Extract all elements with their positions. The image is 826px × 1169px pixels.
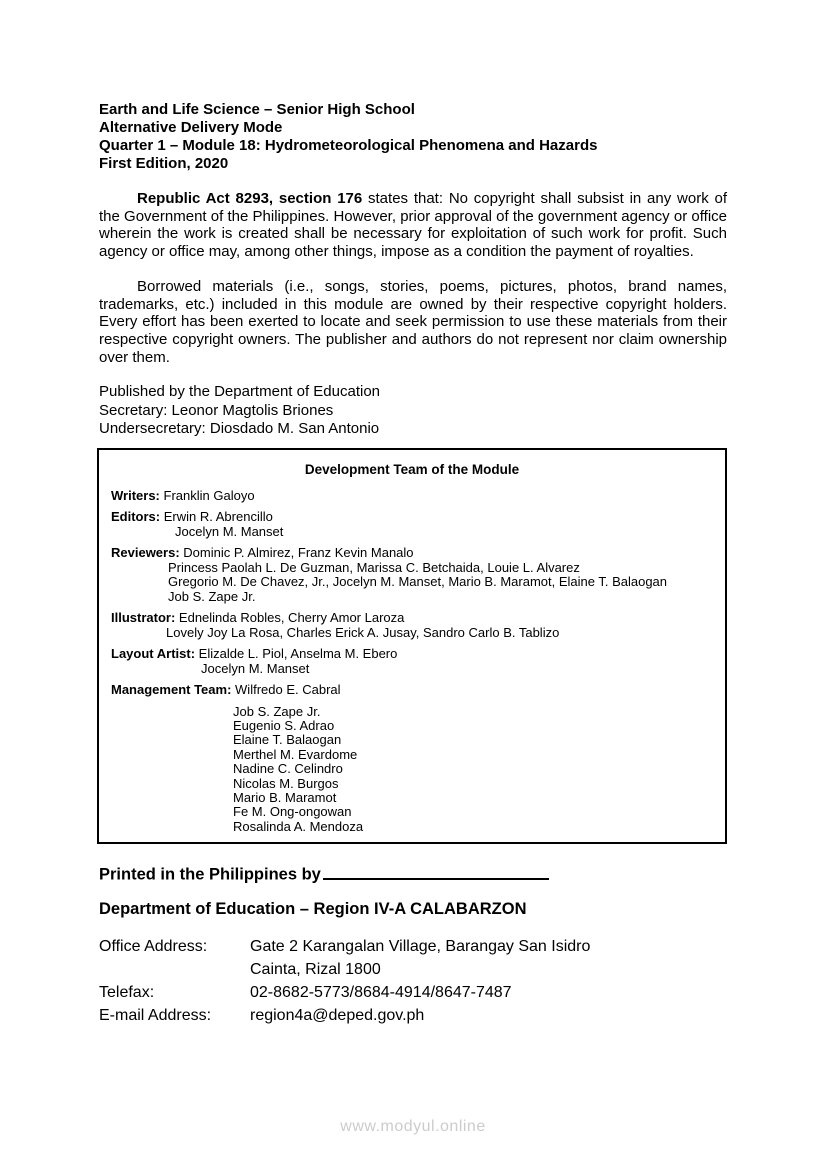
empty-label — [99, 958, 250, 981]
team-entry-writers — [111, 489, 713, 504]
management-list-item: Job S. Zape Jr. — [233, 703, 321, 719]
writers-label: Writers: — [111, 487, 160, 503]
contact-row-office-address-2 — [99, 958, 727, 981]
team-entry-layout-artist — [111, 647, 713, 676]
copyright-paragraph-2: Borrowed materials (i.e., songs, stories, poems, pictures, photos, brand names, trademarks, etc.) included in this module are owned by their respective copyright holders. Every effort has been exerted to locate and seek permission to use these materials from their respective copyright owners. The publisher and authors do not represent nor claim ownership over them. — [99, 277, 727, 366]
office-address-label: Office Address: — [99, 937, 208, 955]
email-label: E-mail Address: — [99, 1006, 212, 1024]
management-list-item: Fe M. Ong-ongowan — [233, 804, 352, 820]
site-watermark: www.modyul.online — [340, 1118, 486, 1135]
management-team-label: Management Team: — [111, 682, 232, 698]
printed-in-label: Printed in the Philippines by — [99, 865, 321, 884]
management-name-1: Wilfredo E. Cabral — [235, 682, 341, 698]
copyright-paragraph-1-text: states that: No copyright shall subsist in any work of the Government of the Philippines. However, prior approval of the government agency or office wherein the work is created shall be necessary for exploitation of such work for profit. Such agency or office may, among other things, impose as a condition the payment of royalties. — [99, 190, 727, 261]
development-team-box — [97, 448, 727, 845]
republic-act-bold: Republic Act 8293, section 176 — [137, 190, 363, 207]
team-entry-reviewers — [111, 546, 713, 604]
reviewers-names-line-3: Gregorio M. De Chavez, Jr., Jocelyn M. Manset, Mario B. Maramot, Elaine T. Balaogan — [168, 574, 668, 590]
contact-block — [99, 935, 727, 1027]
layout-artist-label: Layout Artist: — [111, 646, 196, 662]
office-address-value-line-1: Gate 2 Karangalan Village, Barangay San Isidro — [250, 937, 591, 955]
management-list-item: Mario B. Maramot — [233, 789, 337, 805]
printed-in-line — [99, 862, 727, 885]
editors-names-line-1: Erwin R. Abrencillo — [163, 509, 273, 525]
page-content — [99, 0, 727, 1027]
management-list-item: Eugenio S. Adrao — [233, 717, 335, 733]
management-list-item: Elaine T. Balaogan — [233, 732, 342, 748]
module-title-line: Quarter 1 – Module 18: Hydrometeorological Phenomena and Hazards — [99, 137, 598, 154]
team-entry-editors — [111, 510, 713, 539]
illustrator-label: Illustrator: — [111, 610, 176, 626]
contact-row-telefax — [99, 981, 727, 1004]
copyright-paragraph-1 — [99, 190, 727, 261]
management-list-item: Rosalinda A. Mendoza — [233, 818, 364, 834]
undersecretary-line: Undersecretary: Diosdado M. San Antonio — [99, 420, 380, 438]
reviewers-names-line-1: Dominic P. Almirez, Franz Kevin Manalo — [183, 545, 414, 561]
publisher-block — [99, 383, 727, 438]
management-list-item: Merthel M. Evardome — [233, 746, 358, 762]
region-title: Department of Education – Region IV-A CALABARZON — [99, 899, 527, 918]
published-by-line: Published by the Department of Education — [99, 383, 381, 401]
module-edition-line: First Edition, 2020 — [99, 155, 229, 172]
writers-names: Franklin Galoyo — [163, 487, 255, 503]
editors-names-line-2: Jocelyn M. Manset — [175, 523, 284, 539]
development-team-title: Development Team of the Module — [304, 461, 520, 477]
contact-row-email — [99, 1004, 727, 1027]
office-address-value-line-2: Cainta, Rizal 1800 — [250, 960, 381, 978]
secretary-line: Secretary: Leonor Magtolis Briones — [99, 401, 334, 419]
printer-signature-blank — [323, 862, 549, 880]
team-entry-management — [111, 683, 713, 698]
reviewers-names-line-2: Princess Paolah L. De Guzman, Marissa C. Betchaida, Louie L. Alvarez — [168, 559, 580, 575]
management-team-list — [111, 705, 713, 835]
reviewers-names-line-4: Job S. Zape Jr. — [168, 588, 256, 604]
illustrator-names-line-1: Ednelinda Robles, Cherry Amor Laroza — [178, 610, 405, 626]
team-entry-illustrator — [111, 611, 713, 640]
telefax-value: 02-8682-5773/8684-4914/8647-7487 — [250, 983, 512, 1001]
management-list-item: Nicolas M. Burgos — [233, 775, 339, 791]
module-mode-line: Alternative Delivery Mode — [99, 119, 283, 136]
illustrator-names-line-2: Lovely Joy La Rosa, Charles Erick A. Jusay, Sandro Carlo B. Tablizo — [166, 624, 560, 640]
management-list-item: Nadine C. Celindro — [233, 761, 343, 777]
layout-artist-names-line-2: Jocelyn M. Manset — [201, 660, 310, 676]
reviewers-label: Reviewers: — [111, 545, 180, 561]
contact-row-office-address — [99, 935, 727, 958]
module-subject-line: Earth and Life Science – Senior High School — [99, 101, 415, 118]
telefax-label: Telefax: — [99, 983, 155, 1001]
email-value: region4a@deped.gov.ph — [250, 1006, 425, 1024]
editors-label: Editors: — [111, 509, 161, 525]
module-header — [99, 101, 727, 173]
layout-artist-names-line-1: Elizalde L. Piol, Anselma M. Ebero — [198, 646, 398, 662]
